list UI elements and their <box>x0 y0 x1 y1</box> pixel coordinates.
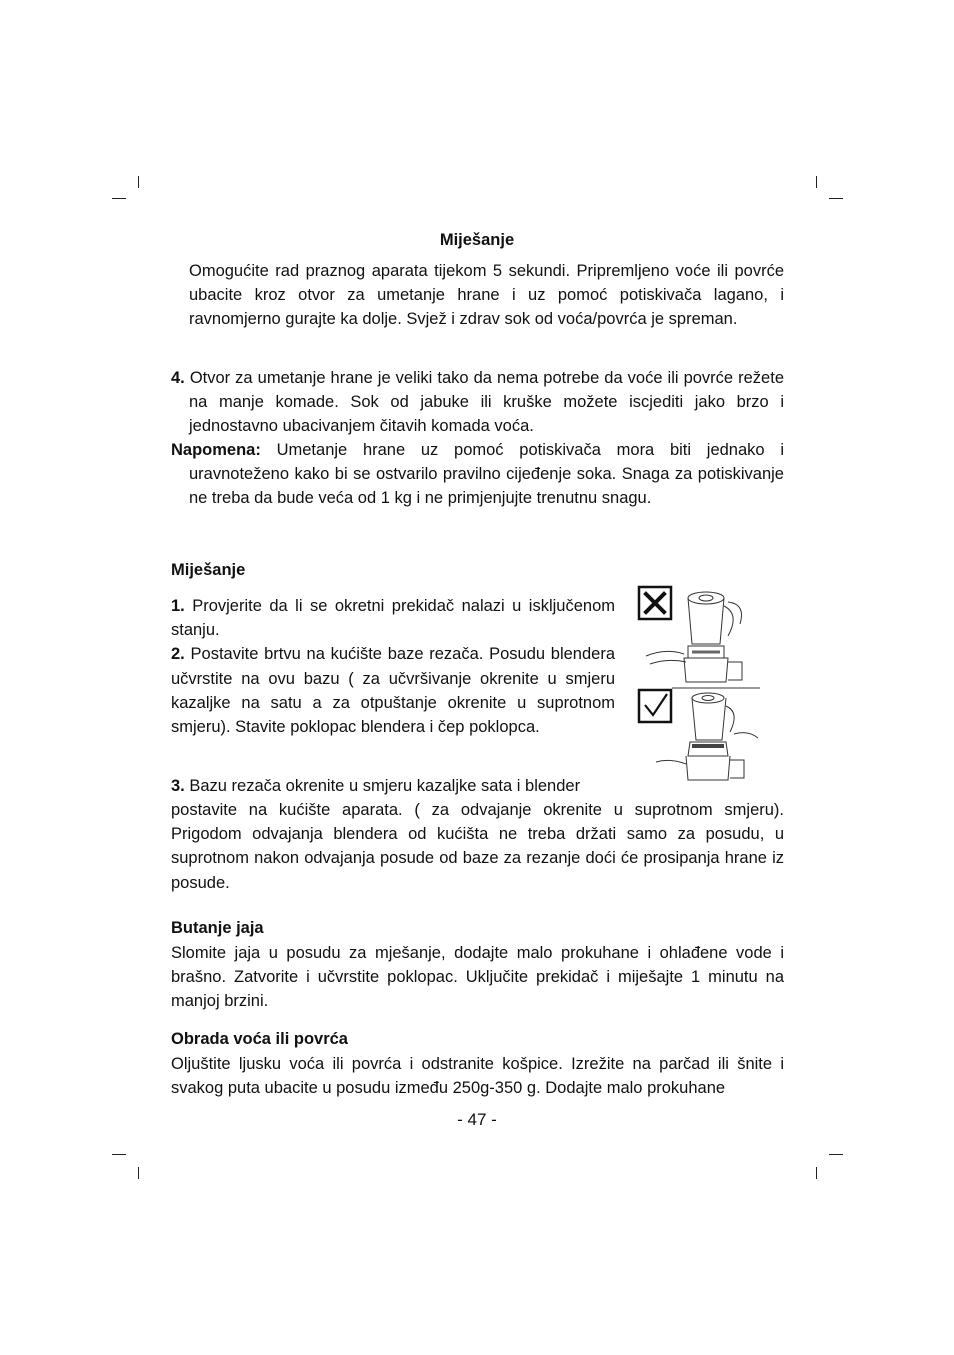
step-text: postavite na kućište aparata. ( za odvajanje okrenite u suprotnom smjeru). Prigodom odvajanja blendera od kućišta ne treba držati samo za posudu, u suprotnom nakon odvajanja posude od baze za rezanje doći će prosipanja hrane iz posude. <box>171 801 784 892</box>
section-title: Miješanje <box>171 561 246 579</box>
step-2 <box>171 642 615 739</box>
item-number: 4. <box>171 369 185 387</box>
crop-mark <box>138 1167 139 1179</box>
crop-mark <box>829 1154 843 1155</box>
step-number: 3. <box>171 777 185 795</box>
note <box>171 438 784 511</box>
blender-assembly-figure <box>636 584 762 792</box>
step-3 <box>171 774 615 798</box>
crop-mark <box>816 1167 817 1179</box>
section-title: Butanje jaja <box>171 919 264 937</box>
step-number: 1. <box>171 597 185 615</box>
step-text: Bazu rezača okrenite u smjeru kazaljke sata i blender <box>189 777 581 795</box>
note-text: Umetanje hrane uz pomoć potiskivača mora biti jednako i uravnoteženo kako bi se ostvarilo pravilno cijeđenje soka. Snaga za potiskivanje ne treba da bude veća od 1 kg i ne primjenjujte trenutnu snagu. <box>189 441 784 508</box>
crop-mark <box>112 1154 126 1155</box>
fruit-paragraph <box>171 1052 784 1100</box>
intro-paragraph <box>189 259 784 332</box>
intro-text: Omogućite rad praznog aparata tijekom 5 sekundi. Pripremljeno voće ili povrće ubacite kroz otvor za umetanje hrane i uz pomoć potiskivača lagano, i ravnomjerno gurajte ka dolje. Svjež i zdrav sok od voća/povrća je spreman. <box>189 262 784 329</box>
step-text: Provjerite da li se okretni prekidač nalazi u isključenom stanju. <box>171 597 615 640</box>
section-title: Miješanje <box>439 231 515 249</box>
step-1 <box>171 594 615 642</box>
check-box-icon <box>639 690 671 722</box>
crop-mark <box>816 176 817 188</box>
step-text: Postavite brtvu na kućište baze rezača. Posudu blendera učvrstite na ovu bazu ( za učvršivanje okrenite u smjeru kazaljke na satu a za otpuštanje okrenite u suprotnom smjeru). Stavite poklopac blendera i čep poklopca. <box>171 645 615 737</box>
item-text: Otvor za umetanje hrane je veliki tako da nema potrebe da voće ili povrće režete na manje komade. Sok od jabuke ili kruške možete iscjediti jako brzo i jednostavno ubacivanjem čitavih komada voća. <box>189 369 784 436</box>
crop-mark <box>829 198 843 199</box>
note-label: Napomena: <box>171 441 261 459</box>
crop-mark <box>138 176 139 188</box>
crop-mark <box>112 198 126 199</box>
step-number: 2. <box>171 645 185 664</box>
blender-wrong-illustration <box>646 592 742 682</box>
eggs-text: Slomite jaja u posudu za mješanje, dodajte malo prokuhane i ohlađene vode i brašno. Zatvorite i učvrstite poklopac. Uključite prekidač i miješajte 1 minutu na manjoj brzini. <box>171 944 784 1011</box>
fruit-text: Oljuštite ljusku voća ili povrća i odstranite košpice. Izrežite na parčad ili šnite i svakog puta ubacite u posudu između 250g-350 g. Dodajte malo prokuhane <box>171 1055 784 1098</box>
section-title: Obrada voća ili povrća <box>171 1030 348 1048</box>
steps-1-2 <box>171 594 615 739</box>
x-box-icon <box>639 587 671 619</box>
page-number: - 47 - <box>457 1110 497 1129</box>
eggs-paragraph <box>171 941 784 1014</box>
step-3-continued <box>171 798 784 895</box>
item-4 <box>171 366 784 439</box>
